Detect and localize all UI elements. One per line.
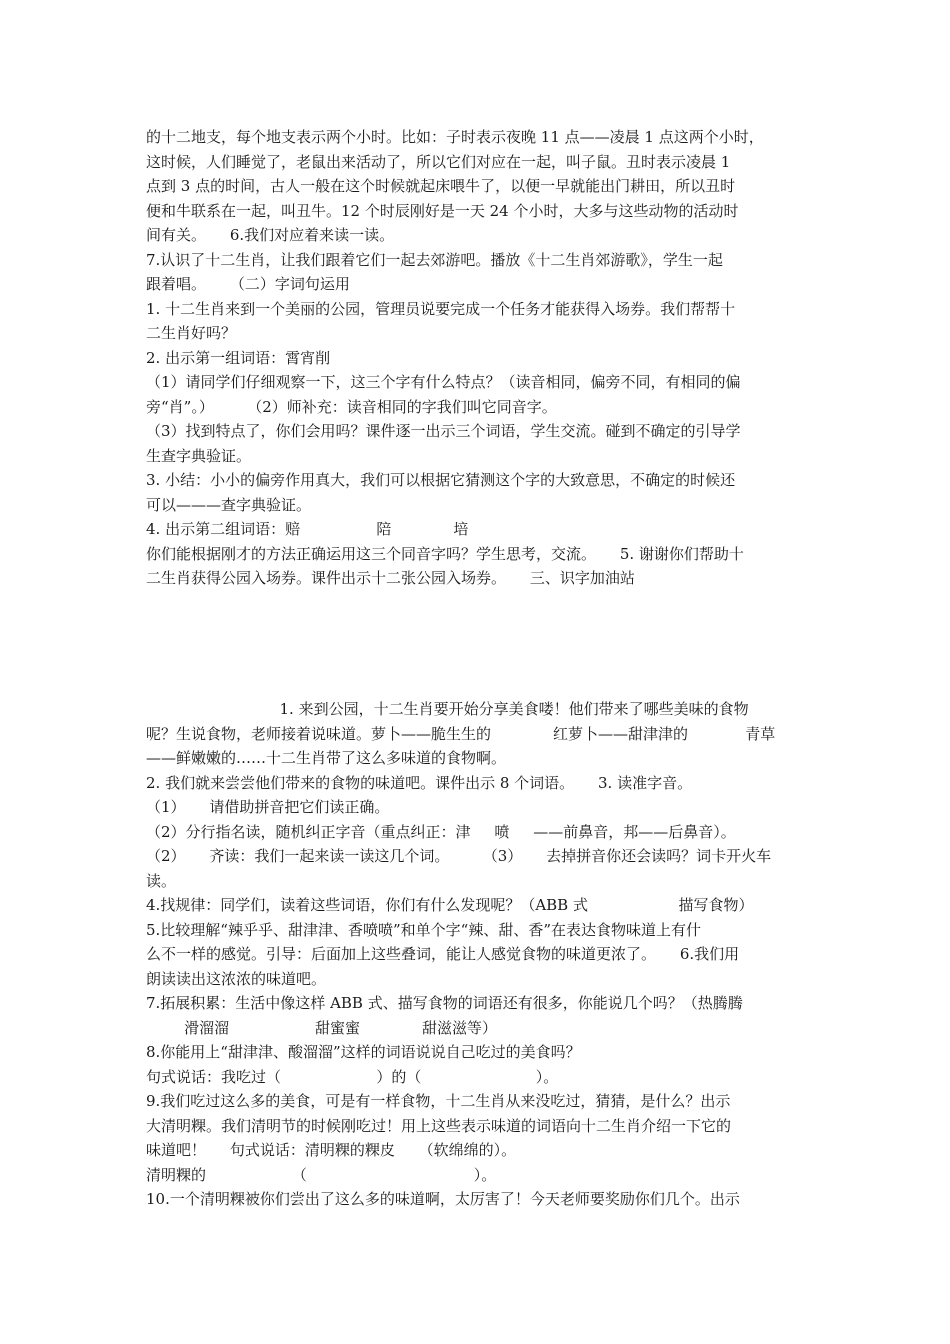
text-line: 二生肖好吗？ [146, 324, 237, 342]
text-line: ——鲜嫩嫩的……十二生肖带了这么多味道的食物啊。 [146, 749, 507, 767]
text-line: 1. 来到公园，十二生肖要开始分享美食喽！他们带来了哪些美味的食物 [146, 700, 749, 718]
text-line: 清明粿的 （ ）。 [146, 1165, 497, 1184]
text-line: 旁“肖”。） （2）师补充：读音相同的字我们叫它同音字。 [146, 397, 557, 416]
text-line: （2） 齐读：我们一起来读一读这几个词。 （3） 去掉拼音你还会读吗？词卡开火车 [146, 847, 772, 865]
text-line: 二生肖获得公园入场券。课件出示十二张公园入场券。 三、识字加油站 [146, 569, 635, 587]
text-line: 2. 我们就来尝尝他们带来的食物的味道吧。课件出示 8 个词语。 3. 读准字音。 [146, 773, 693, 792]
text-line: 9.我们吃过这么多的美食，可是有一样食物，十二生肖从来没吃过，猜猜，是什么？出示 [146, 1092, 731, 1110]
section-1-text [146, 125, 810, 591]
text-line: 这时候，人们睡觉了，老鼠出来活动了，所以它们对应在一起，叫子鼠。丑时表示凌晨 1 [146, 152, 731, 171]
text-line: 点到 3 点的时间，古人一般在这个时候就起床喂牛了，以便一早就能出门耕田，所以丑时 [146, 177, 736, 195]
text-line: 可以———查字典验证。 [146, 495, 312, 514]
text-line: 间有关。 6.我们对应着来读一读。 [146, 226, 395, 244]
text-line: 生查字典验证。 [146, 446, 252, 465]
text-line: 5.比较理解“辣乎乎、甜津津、香喷喷”和单个字“辣、甜、香”在表达食物味道上有什 [146, 920, 701, 939]
text-line: 句式说话：我吃过（ ）的（ ）。 [146, 1067, 559, 1086]
text-line: （3）找到特点了，你们会用吗？课件逐一出示三个词语，学生交流。碰到不确定的引导学 [146, 422, 741, 440]
text-line: 读。 [146, 871, 177, 890]
text-line: （2）分行指名读，随机纠正字音（重点纠正：津 喷 ——前鼻音，邦——后鼻音）。 [146, 822, 736, 841]
text-line: 呢？生说食物，老师接着说味道。萝卜——脆生生的 红萝卜——甜津津的 青草 [146, 724, 776, 743]
text-line: 1. 十二生肖来到一个美丽的公园，管理员说要完成一个任务才能获得入场券。我们帮帮十 [146, 299, 736, 318]
text-line: 跟着唱。 （二）字词句运用 [146, 275, 350, 293]
text-line: （1） 请借助拼音把它们读正确。 [146, 798, 390, 816]
text-line: 大清明粿。我们清明节的时候刚吃过！用上这些表示味道的词语向十二生肖介绍一下它的 [146, 1116, 732, 1135]
text-line: 2. 出示第一组词语：霄宵削 [146, 348, 331, 367]
text-line: 4.找规律：同学们，读着这些词语，你们有什么发现呢？（ABB 式 描写食物） [146, 896, 754, 914]
text-line: 4. 出示第二组词语：赔 陪 培 [146, 520, 469, 538]
text-line: 朗读读出这浓浓的味道吧。 [146, 969, 327, 988]
text-line: 你们能根据刚才的方法正确运用这三个同音字吗？学生思考，交流。 5. 谢谢你们帮助十 [146, 544, 744, 563]
text-line: 滑溜溜 甜蜜蜜 甜滋滋等） [146, 1018, 497, 1037]
text-line: 7.认识了十二生肖，让我们跟着它们一起去郊游吧。播放《十二生肖郊游歌》，学生一起 [146, 250, 723, 269]
text-line: 10.一个清明粿被你们尝出了这么多的味道啊，太厉害了！今天老师要奖励你们几个。出示 [146, 1190, 740, 1208]
section-2-text [146, 697, 810, 1212]
text-line: 么不一样的感觉。引导：后面加上这些叠词，能让人感觉食物的味道更浓了。 6.我们用 [146, 945, 740, 963]
text-line: 3. 小结：小小的偏旁作用真大，我们可以根据它猜测这个字的大致意思，不确定的时候还 [146, 471, 736, 489]
text-line: 7.拓展积累：生活中像这样 ABB 式、描写食物的词语还有很多，你能说几个吗？（热腾腾 [146, 994, 743, 1012]
text-line: 8.你能用上“甜津津、酸溜溜”这样的词语说说自己吃过的美食吗？ [146, 1043, 581, 1061]
text-line: 便和牛联系在一起，叫丑牛。12 个时辰刚好是一天 24 个小时，大多与这些动物的活动时 [146, 201, 739, 220]
text-line: 味道吧！ 句式说话：清明粿的粿皮 （软绵绵的）。 [146, 1141, 517, 1159]
text-line: （1）请同学们仔细观察一下，这三个字有什么特点？（读音相同，偏旁不同，有相同的偏 [146, 373, 741, 391]
text-line: 的十二地支，每个地支表示两个小时。比如：子时表示夜晚 11 点——凌晨 1 点这两个小时， [146, 128, 764, 146]
